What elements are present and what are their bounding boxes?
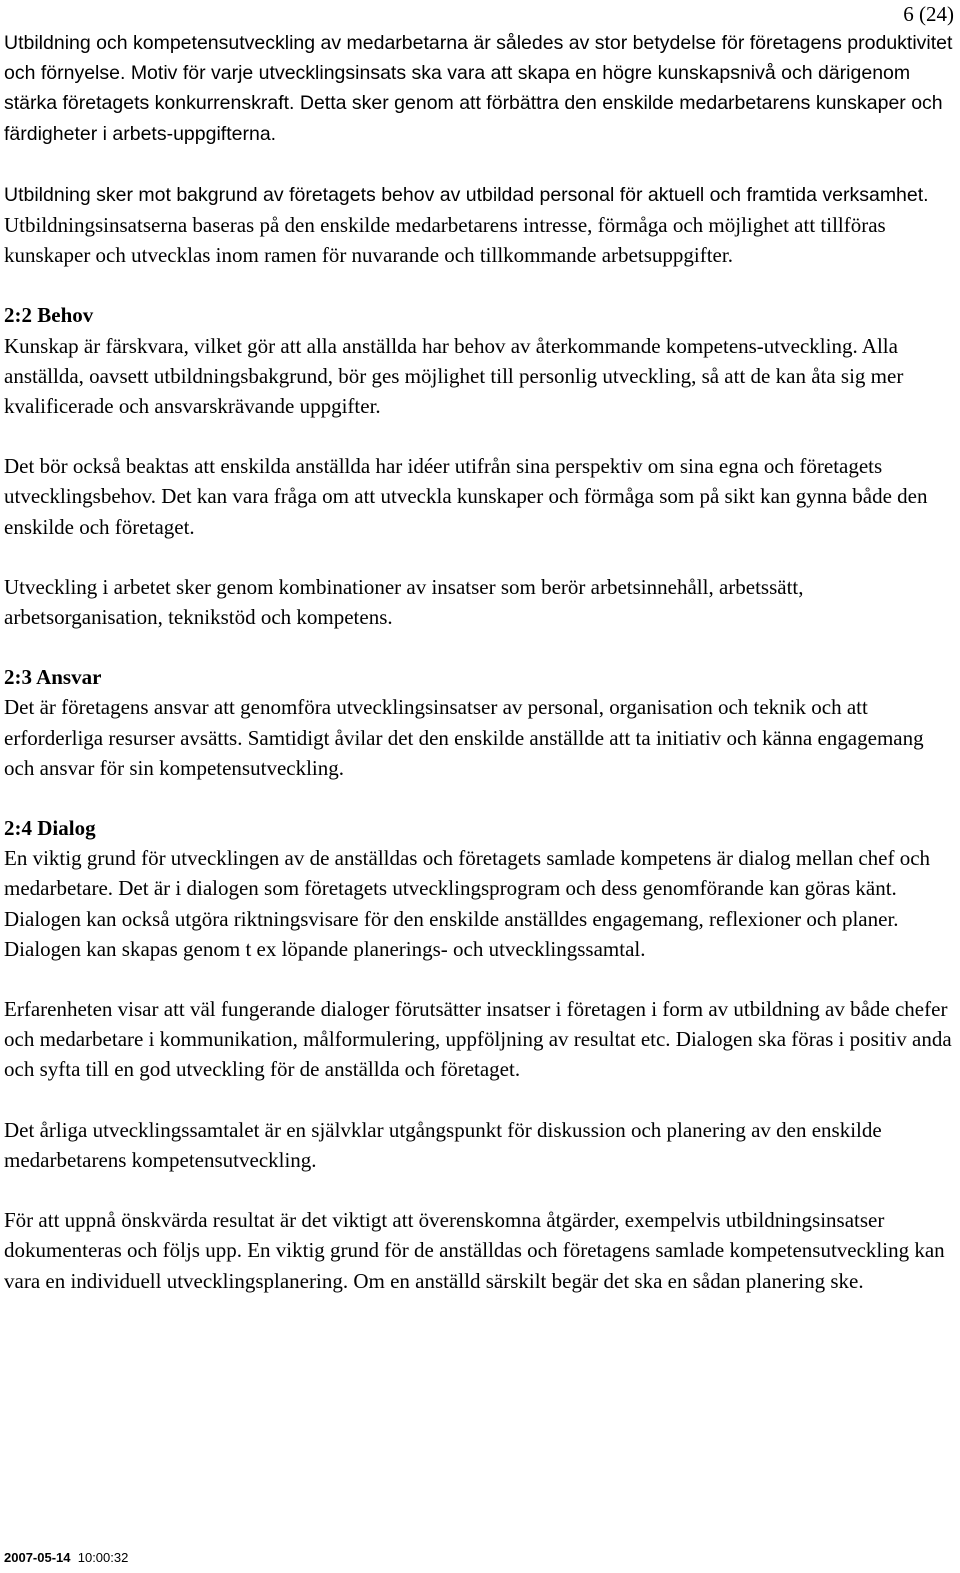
footer-timestamp bbox=[4, 1550, 128, 1565]
section-paragraph: För att uppnå önskvärda resultat är det viktigt att överenskomna åtgärder, exempelvis utbildningsinsatser dokumenteras och följs upp. En viktig grund för de anställdas och företagens samlade kompetensutveckling kan vara en individuell utvecklingsplanering. Om en anställd särskilt begär det ska en sådan planering ske. bbox=[4, 1208, 945, 1293]
section-ansvar bbox=[4, 662, 956, 783]
section-heading: 2:2 Behov bbox=[4, 303, 94, 328]
page-number: 6 (24) bbox=[903, 2, 954, 26]
section-behov bbox=[4, 300, 956, 632]
intro-paragraph: Utbildning och kompetensutveckling av medarbetarna är således av stor betydelse för företagens produktivitet och förnyelse. Motiv för varje utvecklingsinsats ska vara att skapa en högre kunskapsnivå och därigenom stärka företagets konkurrenskraft. Detta sker genom att förbättra den enskilde medarbetarens kunskaper och färdigheter i arbets-uppgifterna. bbox=[4, 32, 953, 145]
document-body bbox=[4, 28, 956, 1326]
section-paragraph: Det bör också beaktas att enskilda anställda har idéer utifrån sina perspektiv om sina egna och företagets utvecklingsbehov. Det kan vara fråga om att utveckla kunskaper och förmåga som på sikt kan gynna både den enskilde och företaget. bbox=[4, 454, 928, 539]
section-paragraph: Erfarenheten visar att väl fungerande dialoger förutsätter insatser i företagen i form av utbildning av både chefer och medarbetare i kommunikation, målformulering, uppföljning av resultat etc. Dialogen ska föras i positiv anda och syfta till en god utveckling för de anställda och företaget. bbox=[4, 997, 952, 1082]
section-paragraph: En viktig grund för utvecklingen av de anställdas och företagets samlade kompetens är dialog mellan chef och medarbetare. Det är i dialogen som företagets utvecklingsprogram och dess genomförande kan göras känt. Dialogen kan också utgöra riktningsvisare för den enskilde anställdes engagemang, reflexioner och planer. Dialogen kan skapas genom t ex löpande planerings- och utvecklingssamtal. bbox=[4, 846, 931, 961]
intro-sentence-sans: Utbildning sker mot bakgrund av företagets behov av utbildad personal för aktuell och framtida verksamhet. bbox=[4, 183, 929, 206]
section-dialog bbox=[4, 813, 956, 1296]
intro-sentence-serif: Utbildningsinsatserna baseras på den enskilde medarbetarens intresse, förmåga och möjlighet att tillföras kunskaper och utvecklas inom ramen för nuvarande och tillkommande arbetsuppgifter. bbox=[4, 213, 886, 268]
footer-date: 2007-05-14 bbox=[4, 1550, 71, 1565]
section-paragraph: Det är företagens ansvar att genomföra utvecklingsinsatser av personal, organisation och teknik och att erforderliga resurser avsätts. Samtidigt åvilar det den enskilde anställde att ta initiativ och känna engagemang och ansvar för sin kompetensutveckling. bbox=[4, 695, 924, 780]
intro-paragraph-2 bbox=[4, 179, 956, 271]
section-heading: 2:3 Ansvar bbox=[4, 665, 102, 690]
section-heading: 2:4 Dialog bbox=[4, 816, 96, 841]
section-paragraph: Kunskap är färskvara, vilket gör att alla anställda har behov av återkommande kompetens-utveckling. Alla anställda, oavsett utbildningsbakgrund, bör ges möjlighet till personlig utveckling, så att de kan åta sig mer kvalificerade och ansvarskrävande uppgifter. bbox=[4, 333, 904, 419]
section-paragraph: Utveckling i arbetet sker genom kombinationer av insatser som berör arbetsinnehåll, arbetssätt, arbetsorganisation, teknikstöd och kompetens. bbox=[4, 574, 804, 630]
footer-time: 10:00:32 bbox=[77, 1550, 129, 1565]
section-paragraph: Det årliga utvecklingssamtalet är en självklar utgångspunkt för diskussion och planering av den enskilde medarbetarens kompetensutveckling. bbox=[4, 1117, 882, 1172]
